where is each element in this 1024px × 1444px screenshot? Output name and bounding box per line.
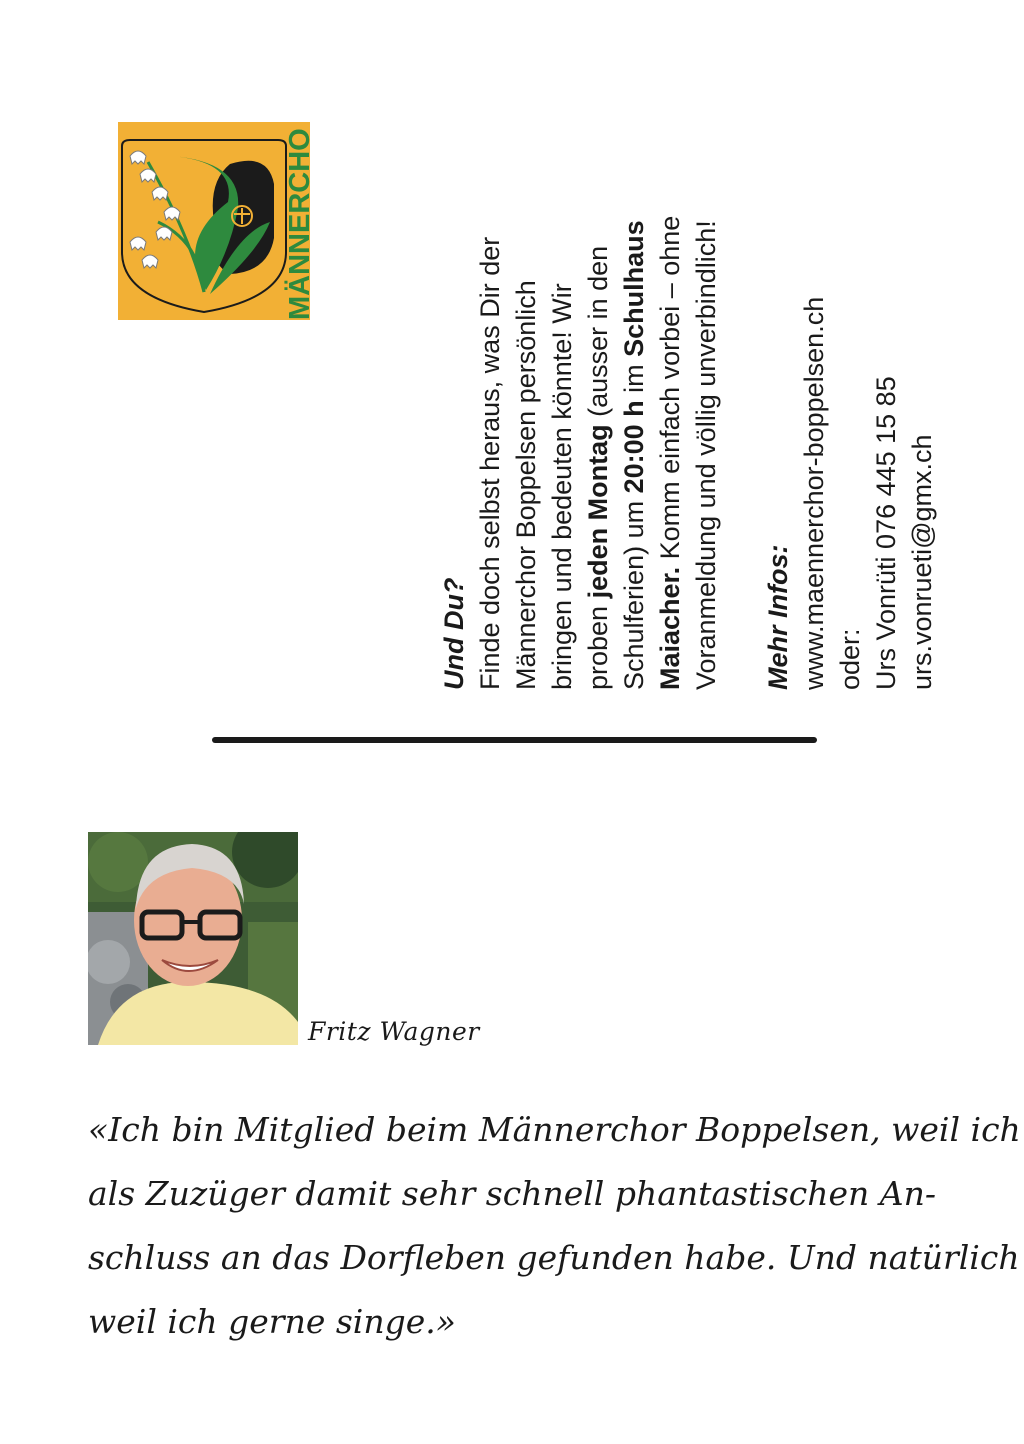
rehearsal-info <box>436 100 940 690</box>
info-line <box>616 100 652 690</box>
contact-phone[interactable]: Urs Vonrüti 076 445 15 85 <box>871 376 901 690</box>
choir-logo <box>118 122 316 320</box>
info-body <box>472 100 724 690</box>
info-line <box>652 100 688 690</box>
info-line <box>688 100 724 690</box>
info-line <box>508 100 544 690</box>
portrait-photo <box>88 832 298 1045</box>
info-line <box>472 100 508 690</box>
info-text: Finde doch selbst heraus, was Dir der <box>475 236 505 690</box>
contact-email[interactable]: urs.vonrueti@gmx.ch <box>907 434 937 690</box>
info-text: Voranmeldung und völlig unverbindlich! <box>691 220 721 690</box>
member-quote <box>88 1098 1021 1354</box>
info-text: bringen und bedeuten könnte! Wir <box>547 283 577 690</box>
member-name: Fritz Wagner <box>308 1017 480 1046</box>
info-text: Schulferien) um <box>619 493 649 690</box>
section-divider <box>212 737 817 743</box>
website-link[interactable]: www.maennerchor-boppelsen.ch <box>799 296 829 690</box>
member-portrait <box>88 832 298 1045</box>
more-info-heading: Mehr Infos: <box>763 544 793 690</box>
info-emphasis: jeden Montag <box>583 424 613 599</box>
quote-line: schluss an das Dorfleben gefunden habe. Und natürlich <box>88 1238 1020 1277</box>
quote-line: «Ich bin Mitglied beim Männerchor Boppelsen, weil ich <box>88 1110 1021 1149</box>
contact-or: oder: <box>835 628 865 690</box>
info-line <box>580 100 616 690</box>
info-line <box>544 100 580 690</box>
info-emphasis: Maiacher. <box>655 566 685 690</box>
info-emphasis: Schulhaus <box>619 220 649 357</box>
quote-line: als Zuzüger damit sehr schnell phantastischen An- <box>88 1174 936 1213</box>
quote-line: weil ich gerne singe.» <box>88 1302 456 1341</box>
logo-wordmark: MÄNNERCHO <box>284 128 316 320</box>
info-text: (ausser in den <box>583 245 613 425</box>
lily-of-the-valley-crest-icon <box>118 122 316 320</box>
info-text: Komm einfach vorbei – ohne <box>655 215 685 567</box>
info-heading: Und Du? <box>439 577 469 690</box>
info-text: proben <box>583 598 613 690</box>
info-text: im <box>619 356 649 401</box>
info-text: Männerchor Boppelsen persönlich <box>511 280 541 690</box>
info-emphasis: 20:00 h <box>619 400 649 494</box>
